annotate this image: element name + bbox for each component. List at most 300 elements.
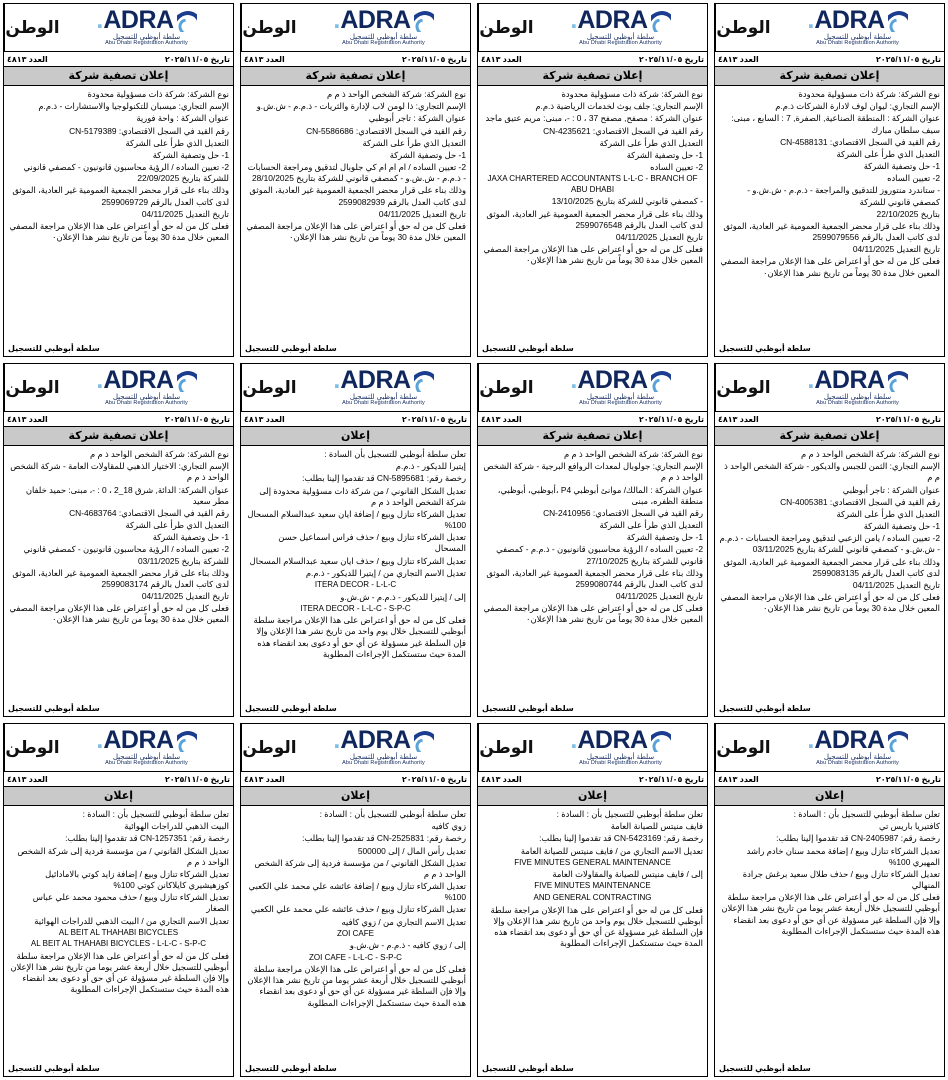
ad-footer: سلطة أبوظبي للتسجيل (719, 1064, 811, 1073)
adra-english-name: Abu Dhabi Registration Authority (342, 760, 425, 767)
ad-line: عنوان الشركة : مصفح, مصفح 37 ، 0 : -، مبنى: مريم عتيق ماجد (485, 113, 703, 124)
adra-arabic-name: سلطة أبوظبي للتسجيل (112, 34, 181, 42)
adra-english-name: Abu Dhabi Registration Authority (105, 400, 188, 407)
ad-line: تعديل رأس المال / إلى 500000 (357, 845, 466, 856)
ad-line: التعديل الذي طرأ على الشركة (125, 137, 229, 148)
issue-date: تاريخ ٢٠٢٥/١١/٠٥ (164, 414, 230, 424)
ad-line: تعديل الشكل القانوني / من شركة ذات مسؤولية محدودة إلى شركة الشخص الواحد ذ م م (259, 485, 466, 507)
masthead-label: الوطن (242, 17, 297, 38)
adra-logo (297, 724, 470, 771)
adra-english-name: Abu Dhabi Registration Authority (105, 40, 188, 47)
ad-line: تعديل الشكل القانوني / من مؤسسة فردية إلى شركة الشخص الواحد ذ م م (254, 857, 466, 879)
ad-line: التعديل الذي طرأ على الشركة (836, 508, 940, 519)
ad-body (715, 806, 944, 1063)
adra-logo (534, 724, 707, 771)
ad-footer: سلطة أبوظبي للتسجيل (719, 704, 811, 713)
ad-body (715, 86, 944, 343)
ad-card (714, 363, 945, 717)
adra-logo (534, 364, 707, 411)
ad-line: تعديل الشركاء تنازل وبيع / إضافة محمد سنان خادم راشد المهيري 100% (746, 845, 940, 867)
ad-line: زوي كافيه (431, 821, 466, 832)
adra-english-name: Abu Dhabi Registration Authority (579, 400, 662, 407)
ad-header (478, 4, 707, 52)
adra-wordmark: ADRA (340, 366, 411, 395)
ad-line: ITERA DECOR - L-L-C - S-P-C (300, 603, 411, 613)
newspaper-masthead (241, 4, 297, 51)
issue-date: تاريخ ٢٠٢٥/١١/٠٥ (401, 414, 467, 424)
ad-body (4, 86, 233, 343)
ad-line: إيتيرا للديكور - ذ.م.م (395, 461, 466, 472)
issue-meta (715, 412, 944, 427)
ad-footer: سلطة أبوظبي للتسجيل (245, 1064, 337, 1073)
ad-line: التعديل الذي طرأ على الشركة (599, 137, 703, 148)
ad-line: عنوان الشركة: الدائة, شرق 18_2 ، 0 : -، مبنى: حميد خلفان مطر سعيد (25, 484, 229, 506)
ad-line: فعلى كل من له حق أو اعتراض على هذا الإعلان مراجعة المصفي المعين خلال مدة 30 يوماً من تاريخ نشر هذا الإعلان٠ (9, 220, 229, 243)
issue-date: تاريخ ٢٠٢٥/١١/٠٥ (875, 414, 941, 424)
ad-card (477, 723, 708, 1077)
adra-wordmark: ADRA (577, 726, 648, 755)
ad-line: وذلك بناء على قرار محضر الجمعية العمومية غير العادية، الموثق لدى كاتب العدل بالرقم 2599069729 (12, 185, 229, 207)
ad-line: وذلك بناء على قرار محضر الجمعية العمومية غير العادية، الموثق لدى كاتب العدل بالرقم 2599083174 (12, 567, 229, 589)
masthead-label: الوطن (479, 377, 534, 398)
adra-dot-icon: . (807, 366, 815, 395)
ad-line: رخصة رقم: CN-5895681 قد تقدموا إلينا بطلب: (302, 473, 466, 484)
adra-logo (60, 724, 233, 771)
masthead-label: الوطن (5, 377, 60, 398)
ad-line: رقم القيد في السجل الاقتصادي: CN-4588131 (780, 136, 940, 147)
ad-footer: سلطة أبوظبي للتسجيل (482, 1064, 574, 1073)
ad-line: - ستاندرد منتوروز للتدقيق والمراجعة - ذ.م.م - ش.ش.و - كمصفي قانوني للشركة (747, 185, 940, 207)
issue-meta (478, 412, 707, 427)
issue-date: تاريخ ٢٠٢٥/١١/٠٥ (638, 774, 704, 784)
ad-line: فعلى كل من له حق أو اعتراض على هذا الإعلان مراجعة المصفي المعين خلال مدة 30 يوماً من تاريخ نشر هذا الإعلان٠ (483, 244, 703, 266)
adra-wordmark: ADRA (340, 726, 411, 755)
adra-wordmark: ADRA (103, 366, 174, 395)
adra-arabic-name: سلطة أبوظبي للتسجيل (823, 754, 892, 762)
adra-wordmark: ADRA (340, 6, 411, 35)
adra-dot-icon: . (570, 726, 578, 755)
adra-swoosh-icon (177, 370, 197, 392)
newspaper-masthead (715, 4, 771, 51)
ad-line: إلى / إيتيرا للديكور - ذ.م.م - ش.ش.و (340, 591, 466, 602)
ad-line: 2- تعيين الساده / الرؤية محاسبون قانونيون - كمصفي قانوني للشركة بتاريخ 03/11/2025 (23, 544, 229, 566)
adra-swoosh-icon (177, 10, 197, 32)
ad-line: تعديل الاسم التجاري من / زوي كافيه (341, 916, 466, 927)
ad-title: إعلان تصفية شركة (241, 67, 470, 86)
ad-line: رقم القيد في السجل الاقتصادي: CN-5179389 (69, 125, 229, 136)
adra-wordmark: ADRA (814, 366, 885, 395)
ad-line: التعديل الذي طرأ على الشركة (599, 520, 703, 531)
ad-line: 2- تعيين الساده / الرؤية محاسبون قانونيون - كمصفي قانوني للشركة بتاريخ 22/09/2025 (23, 162, 229, 184)
ad-line: التعديل الذي طرأ على الشركة (125, 520, 229, 531)
ad-body (4, 446, 233, 703)
ad-line: نوع الشركة: شركة ذات مسؤولية محدودة (798, 89, 940, 99)
ad-line: تعديل الاسم التجاري من / فايف منيتس للصيانة العامة (520, 845, 703, 856)
newspaper-masthead (4, 724, 60, 771)
adra-logo (297, 364, 470, 411)
ad-footer: سلطة أبوظبي للتسجيل (482, 704, 574, 713)
ad-title: إعلان (241, 787, 470, 806)
newspaper-masthead (715, 724, 771, 771)
ad-body (241, 86, 470, 343)
ad-line: 1- حل وتصفية الشركة (626, 532, 703, 543)
ad-footer: سلطة أبوظبي للتسجيل (482, 344, 574, 353)
issue-date: تاريخ ٢٠٢٥/١١/٠٥ (164, 54, 230, 64)
ad-line: فعلى كل من له حق أو اعتراض على هذا الإعلان مراجعة سلطة أبوظبي للتسجيل خلال أربعة عشر يوما من تاريخ نشر هذا الإعلان وإلا فإن السلطة غير مسؤولة عن أي حق أو دعوى بعد انقضاء هذه المدة حيث ستستكمل الإجراءات المطلوبة (247, 964, 466, 1008)
ad-line: إلى / زوي كافيه - ذ.م.م - ش.ش.و (349, 940, 466, 951)
ad-line: التعديل الذي طرأ على الشركة (362, 137, 466, 148)
ad-line: رخصة رقم: CN-1257351 قد تقدموا إلينا بطلب: (65, 833, 229, 844)
issue-number: العدد ٤٨١٣ (7, 414, 48, 424)
ad-line: 2- تعيين الساده (650, 162, 703, 173)
adra-swoosh-icon (414, 730, 434, 752)
ad-header (4, 4, 233, 52)
masthead-label: الوطن (5, 17, 60, 38)
masthead-label: الوطن (716, 17, 771, 38)
issue-date: تاريخ ٢٠٢٥/١١/٠٥ (401, 774, 467, 784)
ad-line: 1- حل وتصفية الشركة (863, 161, 940, 172)
ad-line: فايف منيتس للصيانة العامة (610, 821, 703, 832)
ad-body (478, 806, 707, 1063)
adra-swoosh-icon (888, 730, 908, 752)
ad-line: تعديل الاسم التجاري من / إيتيرا للديكور - ذ.م.م (305, 567, 466, 578)
masthead-label: الوطن (5, 737, 60, 758)
issue-date: تاريخ ٢٠٢٥/١١/٠٥ (401, 54, 467, 64)
adra-logo (60, 364, 233, 411)
ad-body (241, 446, 470, 703)
ad-line: الإسم التجاري: ليوان لوف لادارة الشركات ذ.م.م (775, 101, 940, 112)
adra-wordmark: ADRA (577, 6, 648, 35)
ad-line: وذلك بناء على قرار محضر الجمعية العمومية غير العادية، الموثق لدى كاتب العدل بالرقم 2599082939 (249, 185, 466, 207)
ad-line: تعديل الشركاء تنازل وبيع / حذف طلال سعيد برغش جرادة المنهالي (742, 868, 940, 891)
adra-english-name: Abu Dhabi Registration Authority (816, 400, 899, 407)
issue-number: العدد ٤٨١٣ (7, 774, 48, 784)
adra-wordmark: ADRA (103, 726, 174, 755)
ad-line: تعديل الشركاء تنازل وبيع / حذف ايان سعيد عبدالسلام المسحال (249, 555, 466, 566)
ad-line: فعلى كل من له حق أو اعتراض على هذا الإعلان مراجعة المصفي المعين خلال مدة 30 يوماً من تاريخ نشر هذا الإعلان٠ (720, 256, 940, 278)
adra-english-name: Abu Dhabi Registration Authority (816, 40, 899, 47)
newspaper-masthead (241, 724, 297, 771)
newspaper-masthead (478, 724, 534, 771)
ad-line: تعديل الشركاء تنازل وبيع / حذف فراس اسماعيل حسن المسحال (278, 532, 466, 554)
ad-line: فعلى كل من له حق أو اعتراض على هذا الإعلان مراجعة سلطة أبوظبي للتسجيل خلال أربعة عشر يوما من تاريخ نشر هذا الإعلان وإلا فإن السلطة غير مسؤولة عن أي حق أو دعوى بعد انقضاء هذه المدة حيث ستستكمل الإجراءات المطلوبة (721, 892, 940, 936)
ad-footer: سلطة أبوظبي للتسجيل (245, 704, 337, 713)
ad-line: 1- حل وتصفية الشركة (152, 532, 229, 543)
ad-title: إعلان تصفية شركة (4, 67, 233, 86)
ad-line: وذلك بناء على قرار محضر الجمعية العمومية غير العادية، الموثق لدى كاتب العدل بالرقم 2599076548 (486, 208, 703, 230)
ad-line: تاريخ التعديل 04/11/2025 (852, 244, 940, 255)
adra-arabic-name: سلطة أبوظبي للتسجيل (349, 34, 418, 42)
ad-line: عنوان الشركة : تاجر أبوظبي (842, 484, 940, 495)
adra-wordmark: ADRA (814, 6, 885, 35)
ad-line: فعلى كل من له حق أو اعتراض على هذا الإعلان مراجعة المصفي المعين خلال مدة 30 يوماً من تاريخ نشر هذا الإعلان٠ (9, 603, 229, 625)
adra-wordmark: ADRA (577, 366, 648, 395)
ad-footer: سلطة أبوظبي للتسجيل (8, 1064, 100, 1073)
issue-date: تاريخ ٢٠٢٥/١١/٠٥ (164, 774, 230, 784)
ad-line: تعديل الشركاء تنازل وبيع / حذف محمود محمد علي عباس الصغار (32, 892, 229, 914)
issue-meta (4, 412, 233, 427)
adra-dot-icon: . (570, 6, 578, 35)
ad-line: رقم القيد في السجل الاقتصادي: CN-4683764 (69, 507, 229, 518)
ad-body (478, 446, 707, 703)
adra-dot-icon: . (807, 6, 815, 35)
ad-header (715, 4, 944, 52)
ad-line: رخصة رقم: CN-2525831 قد تقدموا إلينا بطلب: (302, 833, 466, 844)
ad-footer: سلطة أبوظبي للتسجيل (8, 704, 100, 713)
masthead-label: الوطن (716, 737, 771, 758)
ad-line: فعلى كل من له حق أو اعتراض على هذا الإعلان مراجعة سلطة أبوظبي للتسجيل خلال يوم واحد من تاريخ نشر هذا الإعلان وإلا فإن السلطة غير مسؤولة عن أي حق أو دعوى بعد انقضاء هذه المدة حيث ستستكمل الإجراءات المطلوبة (253, 615, 466, 659)
ad-line: 2- تعيين الساده / الرؤية محاسبون قانونيون - ذ.م.م - كمصفي قانوني للشركة بتاريخ 27/10/2025 (496, 544, 703, 566)
ad-line: تعلن سلطة أبوظبي للتسجيل بأن : السادة : (82, 809, 229, 819)
ad-line: تاريخ التعديل 04/11/2025 (141, 208, 229, 219)
ad-line: الإسم التجاري: جولوبال لمعدات الروافع البرجية - شركة الشخص الواحد ذ م م (483, 461, 703, 483)
ad-line: 1- حل وتصفية الشركة (152, 149, 229, 160)
issue-meta (715, 52, 944, 67)
ad-line: فعلى كل من له حق أو اعتراض على هذا الإعلان مراجعة سلطة أبوظبي للتسجيل خلال أربعة عشر يوما من تاريخ نشر هذا الإعلان وإلا فإن السلطة غير مسؤولة عن أي حق أو دعوى بعد انقضاء هذه المدة حيث ستستكمل الإجراءات المطلوبة (10, 950, 229, 995)
ad-line: ITERA DECOR - L-L-C (314, 579, 397, 589)
ad-line: تعديل الشركاء تنازل وبيع / إضافة ايان سعيد عبدالسلام المسحال 100% (247, 508, 466, 531)
ad-line: عنوان الشركة : المالك/ موانئ أبوظبي P4 ،أبوظبي، أبوظبي، منطقة الظفره، مبنى (497, 484, 703, 506)
issue-number: العدد ٤٨١٣ (481, 54, 522, 64)
issue-number: العدد ٤٨١٣ (244, 774, 285, 784)
issue-date: تاريخ ٢٠٢٥/١١/٠٥ (638, 54, 704, 64)
ad-line: 2- تعيين الساده (887, 173, 940, 184)
ad-line: رخصة رقم: CN-5423169 قد تقدموا إلينا بطلب: (539, 833, 703, 844)
ad-line: نوع الشركة: شركة الشخص الواحد ذ م م (563, 449, 703, 459)
ad-title: إعلان تصفية شركة (4, 427, 233, 446)
ad-line: عنوان الشركة : تاجر أبوظبي (368, 113, 466, 124)
ad-line: FIVE MINUTES MAINTENANCE (534, 881, 651, 891)
adra-logo (771, 724, 944, 771)
ad-line: كافتيريا باريس تي (878, 821, 940, 832)
adra-dot-icon: . (333, 6, 341, 35)
ad-line: 1- حل وتصفية الشركة (863, 521, 940, 532)
ad-line: JAXA CHARTERED ACCOUNTANTS L-L-C - BRANCH OF ABU DHABI (487, 174, 698, 194)
ad-line: 1- حل وتصفية الشركة (626, 149, 703, 160)
ad-line: رقم القيد في السجل الاقتصادي: CN-5586686 (306, 125, 466, 136)
ad-line: تعلن سلطة أبوظبي للتسجيل بأن السادة : (324, 449, 466, 459)
ad-line: رقم القيد في السجل الاقتصادي: CN-4235621 (543, 125, 703, 136)
adra-arabic-name: سلطة أبوظبي للتسجيل (586, 754, 655, 762)
adra-arabic-name: سلطة أبوظبي للتسجيل (586, 34, 655, 42)
issue-number: العدد ٤٨١٣ (718, 54, 759, 64)
ad-card (240, 363, 471, 717)
ad-line: وذلك بناء على قرار محضر الجمعية العمومية غير العادية، الموثق لدى كاتب العدل بالرقم 2599083135 (723, 556, 940, 578)
adra-wordmark: ADRA (814, 726, 885, 755)
ad-title: إعلان تصفية شركة (478, 427, 707, 446)
adra-english-name: Abu Dhabi Registration Authority (342, 400, 425, 407)
ad-line: البيت الذهبي للدراجات الهوائية (124, 821, 229, 832)
adra-english-name: Abu Dhabi Registration Authority (579, 40, 662, 47)
ad-line: ZOI CAFE - L-L-C - S-P-C (309, 952, 402, 962)
ad-line: 2- تعيين الساده / يامن الزعبي لتدقيق ومراجعة الحسابات - ذ.م.م - ش.ش.و - كمصفي قانوني للشركة بتاريخ 03/11/2025 (719, 533, 940, 555)
ad-title: إعلان (241, 427, 470, 446)
ad-line: تاريخ التعديل 04/11/2025 (141, 591, 229, 602)
issue-number: العدد ٤٨١٣ (481, 774, 522, 784)
ad-header (715, 364, 944, 412)
adra-dot-icon: . (96, 726, 104, 755)
ad-header (241, 724, 470, 772)
issue-date: تاريخ ٢٠٢٥/١١/٠٥ (875, 54, 941, 64)
ad-line: تعديل الشركاء تنازل وبيع / إضافة زايد كوتي بالامادائيل كوزهيشيري كايلاكانن كوتي 100% (45, 868, 229, 891)
masthead-label: الوطن (716, 377, 771, 398)
ad-line: رقم القيد في السجل الاقتصادي: CN-4005381 (780, 496, 940, 507)
adra-swoosh-icon (651, 10, 671, 32)
issue-number: العدد ٤٨١٣ (481, 414, 522, 424)
issue-meta (715, 772, 944, 787)
issue-meta (478, 52, 707, 67)
ad-line: فعلى كل من له حق أو اعتراض على هذا الإعلان مراجعة المصفي المعين خلال مدة 30 يوماً من تاريخ نشر هذا الإعلان٠ (720, 592, 940, 614)
adra-swoosh-icon (414, 10, 434, 32)
ad-line: فعلى كل من له حق أو اعتراض على هذا الإعلان مراجعة سلطة أبوظبي للتسجيل خلال يوم واحد من تاريخ نشر هذا الإعلان وإلا فإن السلطة غير مسؤولة عن أي حق أو دعوى بعد انقضاء هذه المدة حيث ستستكمل الإجراءات المطلوبة (490, 904, 703, 949)
ad-body (478, 86, 707, 343)
adra-swoosh-icon (177, 730, 197, 752)
adra-dot-icon: . (570, 366, 578, 395)
adra-logo (60, 4, 233, 51)
ad-body (4, 806, 233, 1063)
ad-line: تعلن سلطة أبوظبي للتسجيل بأن : السادة : (556, 809, 703, 819)
ad-line: الإسم التجاري: الاختيار الذهبي للمقاولات العامة - شركة الشخص الواحد ذ م م (10, 461, 229, 483)
ad-line: تاريخ التعديل 04/11/2025 (378, 208, 466, 219)
ad-card (714, 723, 945, 1077)
ad-body (241, 806, 470, 1063)
ad-header (478, 724, 707, 772)
issue-number: العدد ٤٨١٣ (718, 414, 759, 424)
ad-line: AND GENERAL CONTRACTING (533, 893, 652, 903)
ad-line: - كمصفي قانوني للشركة بتاريخ 13/10/2025 (551, 196, 703, 207)
ad-line: تعلن سلطة أبوظبي للتسجيل بأن : السادة : (793, 809, 940, 819)
adra-english-name: Abu Dhabi Registration Authority (342, 40, 425, 47)
adra-swoosh-icon (888, 10, 908, 32)
newspaper-masthead (241, 364, 297, 411)
ad-line: رقم القيد في السجل الاقتصادي: CN-2410956 (543, 507, 703, 518)
ad-line: الإسم التجاري: ميسبان للتكنولوجيا والاستشارات - ذ.م.م (38, 101, 229, 112)
ad-body (715, 446, 944, 703)
ad-title: إعلان تصفية شركة (715, 67, 944, 86)
ad-header (241, 364, 470, 412)
ad-line: تعلن سلطة أبوظبي للتسجيل بأن : السادة : (319, 809, 466, 819)
masthead-label: الوطن (479, 737, 534, 758)
ad-line: نوع الشركة: شركة ذات مسؤولية محدودة (561, 89, 703, 99)
ad-line: نوع الشركة: شركة الشخص الواحد ذ م م (800, 449, 940, 459)
ad-title: إعلان تصفية شركة (478, 67, 707, 86)
masthead-label: الوطن (479, 17, 534, 38)
adra-logo (771, 4, 944, 51)
adra-dot-icon: . (333, 366, 341, 395)
ad-footer: سلطة أبوظبي للتسجيل (8, 344, 100, 353)
newspaper-masthead (478, 364, 534, 411)
adra-logo (771, 364, 944, 411)
ad-card (477, 363, 708, 717)
ad-line: فعلى كل من له حق أو اعتراض على هذا الإعلان مراجعة المصفي المعين خلال مدة 30 يوماً من تاريخ نشر هذا الإعلان٠ (246, 220, 466, 243)
ad-header (241, 4, 470, 52)
ad-title: إعلان (715, 787, 944, 806)
ad-line: FIVE MINUTES GENERAL MAINTENANCE (514, 857, 671, 867)
adra-swoosh-icon (888, 370, 908, 392)
issue-date: تاريخ ٢٠٢٥/١١/٠٥ (638, 414, 704, 424)
issue-number: العدد ٤٨١٣ (244, 54, 285, 64)
adra-dot-icon: . (96, 366, 104, 395)
adra-wordmark: ADRA (103, 6, 174, 35)
adra-dot-icon: . (807, 726, 815, 755)
ad-line: تعديل الشركاء تنازل وبيع / إضافة عائشه علي محمد علي الكعبي 100% (248, 881, 466, 903)
issue-meta (478, 772, 707, 787)
newspaper-masthead (4, 4, 60, 51)
adra-logo (297, 4, 470, 51)
issue-number: العدد ٤٨١٣ (244, 414, 285, 424)
issue-meta (241, 772, 470, 787)
ad-line: فعلى كل من له حق أو اعتراض على هذا الإعلان مراجعة المصفي المعين خلال مدة 30 يوماً من تاريخ نشر هذا الإعلان٠ (483, 603, 703, 625)
ad-line: تاريخ التعديل 04/11/2025 (852, 579, 940, 590)
ad-line: وذلك بناء على قرار محضر الجمعية العمومية غير العادية، الموثق لدى كاتب العدل بالرقم 2599079556 (723, 220, 940, 243)
ad-card (3, 363, 234, 717)
adra-dot-icon: . (96, 6, 104, 35)
adra-english-name: Abu Dhabi Registration Authority (579, 760, 662, 767)
ad-title: إعلان تصفية شركة (715, 427, 944, 446)
adra-swoosh-icon (651, 730, 671, 752)
newspaper-masthead (478, 4, 534, 51)
adra-arabic-name: سلطة أبوظبي للتسجيل (349, 394, 418, 402)
adra-arabic-name: سلطة أبوظبي للتسجيل (823, 34, 892, 42)
adra-arabic-name: سلطة أبوظبي للتسجيل (112, 394, 181, 402)
adra-arabic-name: سلطة أبوظبي للتسجيل (349, 754, 418, 762)
ad-title: إعلان (4, 787, 233, 806)
issue-date: تاريخ ٢٠٢٥/١١/٠٥ (875, 774, 941, 784)
ad-card (240, 723, 471, 1077)
adra-arabic-name: سلطة أبوظبي للتسجيل (586, 394, 655, 402)
ad-line: الإسم التجاري: جلف يوث لخدمات الرياضية ذ.م.م (535, 101, 703, 112)
adra-logo (534, 4, 707, 51)
ad-card (477, 3, 708, 357)
ad-line: التعديل الذي طرأ على الشركة (836, 148, 940, 159)
ad-line: نوع الشركة: شركة ذات مسؤولية محدودة (87, 89, 229, 99)
ad-line: وذلك بناء على قرار محضر الجمعية العمومية غير العادية، الموثق لدى كاتب العدل بالرقم 2599080744 (486, 567, 703, 589)
ad-card (714, 3, 945, 357)
adra-dot-icon: . (333, 726, 341, 755)
ad-line: تاريخ التعديل 04/11/2025 (615, 231, 703, 242)
adra-arabic-name: سلطة أبوظبي للتسجيل (112, 754, 181, 762)
ad-card (240, 3, 471, 357)
ad-line: 2- تعيين الساده / ام ام ام كي جلوبال لتدقيق ومراجعة الحسابات - ذ.م.م - ش.ش.و - كمصفي قانوني للشركة بتاريخ 28/10/2025 (247, 162, 466, 184)
newspaper-masthead (4, 364, 60, 411)
adra-english-name: Abu Dhabi Registration Authority (105, 760, 188, 767)
issue-meta (241, 412, 470, 427)
ad-line: 1- حل وتصفية الشركة (389, 149, 466, 160)
ad-card (3, 3, 234, 357)
adra-arabic-name: سلطة أبوظبي للتسجيل (823, 394, 892, 402)
ad-footer: سلطة أبوظبي للتسجيل (719, 344, 811, 353)
masthead-label: الوطن (242, 377, 297, 398)
ad-line: نوع الشركة: شركة الشخص الواحد ذ م م (326, 89, 466, 99)
masthead-label: الوطن (242, 737, 297, 758)
ad-line: نوع الشركة: شركة الشخص الواحد ذ م م (89, 449, 229, 459)
ad-line: AL BEIT AL THAHABI BICYCLES - L-L-C - S-P-C (30, 939, 207, 949)
adra-swoosh-icon (414, 370, 434, 392)
ad-line: الإسم التجاري: ذا لومن لاب لإدارة والثريات - ذ.م.م - ش.ش.و (256, 101, 466, 112)
ad-line: رخصة رقم: CN-2405987 قد تقدموا إلينا بطلب: (776, 833, 940, 844)
newspaper-masthead (715, 364, 771, 411)
ad-line: تعديل الاسم التجاري من / البيت الذهبي للدراجات الهوائية (34, 915, 229, 926)
adra-swoosh-icon (651, 370, 671, 392)
ad-header (4, 364, 233, 412)
adra-english-name: Abu Dhabi Registration Authority (816, 760, 899, 767)
ad-line: الإسم التجاري: الثمن للجبس والديكور - شركة الشخص الواحد ذ م م (724, 461, 940, 483)
ad-footer: سلطة أبوظبي للتسجيل (245, 344, 337, 353)
issue-number: العدد ٤٨١٣ (718, 774, 759, 784)
issue-meta (4, 772, 233, 787)
ad-line: ZOI CAFE (337, 928, 374, 938)
issue-meta (4, 52, 233, 67)
